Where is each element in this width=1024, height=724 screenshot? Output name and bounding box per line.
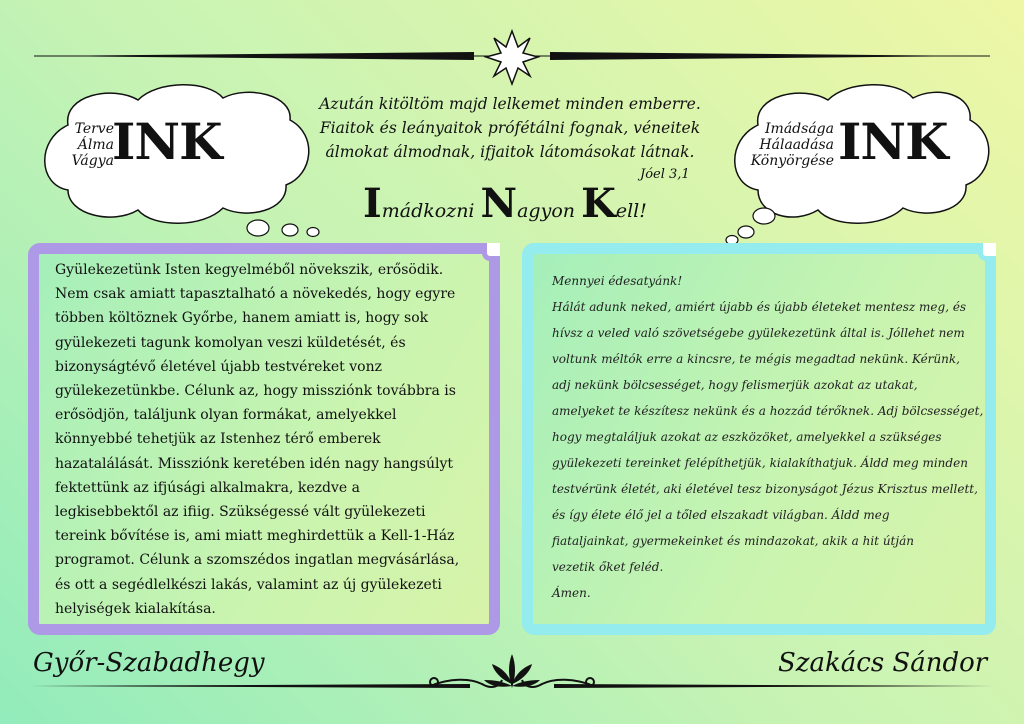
left-cloud-ink: INK <box>112 112 222 171</box>
prayer-line: testvérünk életét, aki életével tesz bizonyságot Jézus Krisztus mellett, <box>552 482 978 496</box>
text-line: programot. Célunk a szomszédos ingatlan megvásárlása, <box>55 552 460 569</box>
left-panel-text <box>55 258 485 621</box>
left-cloud-words <box>52 121 114 169</box>
panel-corner-notch <box>978 243 996 261</box>
prayer-line: adj nekünk bölcsességet, hogy felismerjük azokat az utakat, <box>552 378 918 392</box>
text-line: Nem csak amiatt tapasztalható a növekedés, hogy egyre <box>55 286 456 303</box>
slogan-word-kell: ell! <box>615 200 647 222</box>
text-line: gyülekezeti tagunk komolyan veszi küldetését, és <box>55 334 406 351</box>
star-icon <box>486 31 538 84</box>
bible-verse <box>300 92 720 164</box>
footer-author: Szakács Sándor <box>778 648 988 678</box>
text-line: tereink bővítése is, ami miatt meghirdettük a Kell-1-Ház <box>55 528 455 545</box>
text-line: gyülekezetünkbe. Célunk az, hogy missziónk továbbra is <box>55 383 456 400</box>
prayer-line: gyülekezeti tereinket felépíthetjük, kialakíthatjuk. Áldd meg minden <box>552 456 968 470</box>
verse-line: Fiaitok és leányaitok prófétálni fognak, véneitek <box>319 119 701 137</box>
slogan-word-nagyon: agyon <box>517 200 582 222</box>
prayer-text <box>552 268 984 606</box>
prayer-line: voltunk méltók erre a kincsre, te mégis megadtad nekünk. Kérünk, <box>552 352 960 366</box>
verse-line: Azután kitöltöm majd lelkemet minden emberre. <box>319 95 701 113</box>
left-cloud-word: Vágya <box>71 153 114 169</box>
prayer-line: Ámen. <box>552 586 591 600</box>
verse-line: álmokat álmodnak, ifjaitok látomásokat látnak. <box>325 143 695 161</box>
prayer-line: hogy megtaláljuk azokat az eszközöket, amelyekkel a szükséges <box>552 430 942 444</box>
slogan <box>363 180 663 227</box>
text-line: fektettünk az ifjúsági alkalmakra, kezdve a <box>55 479 360 496</box>
prayer-line: fiataljainkat, gyermekeinket és mindazokat, akik a hit útján <box>552 534 914 548</box>
text-line: legkisebbektől az ifiig. Szükségessé vált gyülekezeti <box>55 504 426 521</box>
slogan-initial-n: N <box>480 180 518 227</box>
verse-reference: Jóel 3,1 <box>640 167 690 182</box>
slogan-initial-i: I <box>363 180 382 227</box>
right-cloud-words <box>738 121 834 169</box>
text-line: bizonyságtévő életével újabb testvéreket vonz <box>55 358 382 375</box>
right-cloud-word: Imádsága <box>765 121 834 137</box>
leaf-ornament-icon <box>484 654 540 688</box>
prayer-line: Hálát adunk neked, amiért újabb és újabb életeket mentesz meg, és <box>552 300 967 314</box>
prayer-line: Mennyei édesatyánk! <box>552 274 683 288</box>
left-cloud-word: Terve <box>74 121 114 137</box>
prayer-line: hívsz a veled való szövetségebe gyülekezetünk által is. Jóllehet nem <box>552 326 965 340</box>
text-line: többen költöznek Győrbe, hanem amiatt is, hogy sok <box>55 310 429 327</box>
text-line: Gyülekezetünk Isten kegyelméből növekszik, erősödik. <box>55 262 444 278</box>
prayer-line: amelyeket te készítesz nekünk és a hozzád térőknek. Adj bölcsességet, <box>552 404 984 418</box>
left-cloud-word: Álma <box>77 137 114 153</box>
prayer-line: vezetik őket feléd. <box>552 560 664 574</box>
right-cloud-word: Hálaadása <box>759 137 834 153</box>
text-line: erősödjön, találjunk olyan formákat, amelyekkel <box>55 407 397 424</box>
slogan-word-imadkozni: mádkozni <box>381 200 481 222</box>
footer-location: Győr-Szabadhegy <box>33 648 265 678</box>
prayer-line: és így élete élő jel a tőled elszakadt világban. Áldd meg <box>552 508 890 522</box>
slogan-initial-k: K <box>581 180 616 227</box>
text-line: és ott a segédlelkészi lakás, valamint az új gyülekezeti <box>55 576 442 593</box>
text-line: könnyebbé tehetjük az Istenhez térő emberek <box>55 431 381 448</box>
footer-ornament <box>30 650 994 700</box>
right-cloud-ink: INK <box>838 112 948 171</box>
text-line: helyiségek kialakítása. <box>55 600 216 617</box>
text-line: hazatalálását. Missziónk keretében idén nagy hangsúlyt <box>55 455 453 472</box>
right-cloud-word: Könyörgése <box>750 153 834 169</box>
